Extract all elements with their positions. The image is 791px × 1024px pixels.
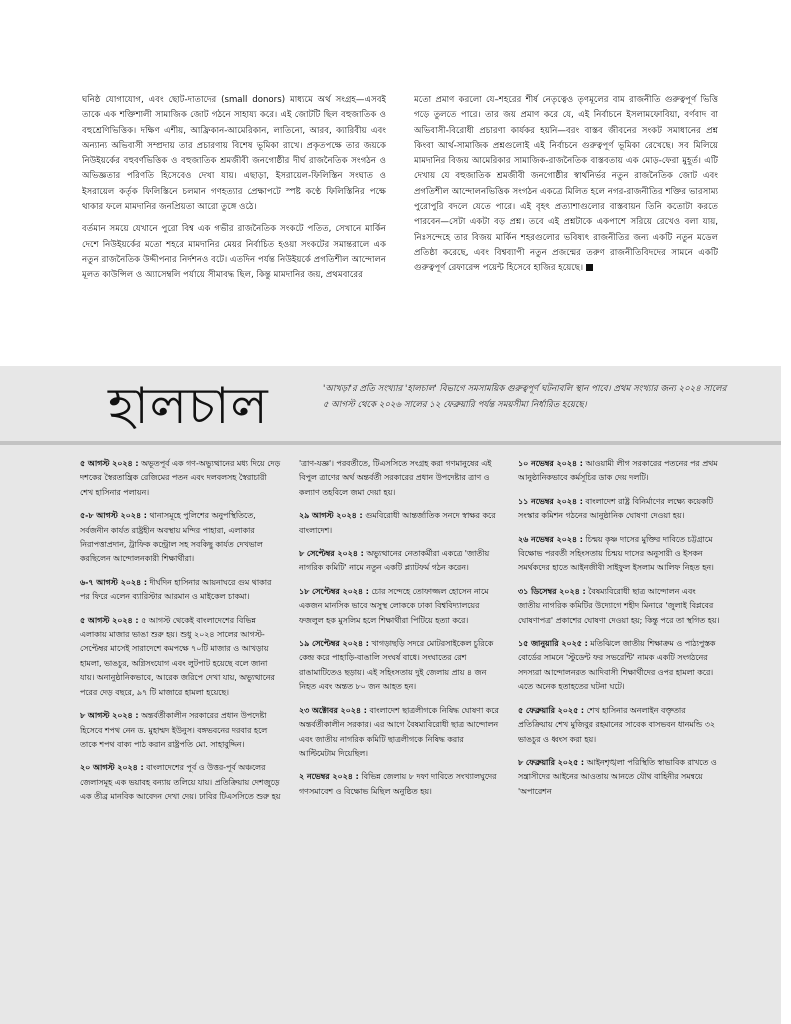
event-entry xyxy=(299,547,501,576)
event-entry xyxy=(518,533,720,576)
event-date: ৫ আগস্ট ২০২৪ : xyxy=(80,615,139,625)
event-date: ৩১ ডিসেম্বর ২০২৪ : xyxy=(518,586,586,596)
event-date: ৮ সেপ্টেম্বর ২০২৪ : xyxy=(299,549,364,559)
event-entry xyxy=(518,457,720,486)
halchal-section xyxy=(0,366,781,1024)
event-entry xyxy=(299,637,501,695)
event-date: ১০ নভেম্বর ২০২৪ : xyxy=(518,459,583,468)
event-text: চিন্ময় কৃষ্ণ দাসের মুক্তির দাবিতে চট্টগ্রামে বিক্ষোভ পরবর্তী সহিংসতায় চিন্ময় দাসের অনুসারী ও ইসকন সমর্থকদের হাতে আইনজীবী সাইফুল ইসলাম আলিফ নিহত হন। xyxy=(518,534,714,573)
article-column-right xyxy=(414,93,718,355)
event-text: বৈষম্যবিরোধী ছাত্র আন্দোলন এবং জাতীয় নাগরিক কমিটির উদ্যোগে শহীদ মিনারে 'জুলাই বিপ্লবের ঘোষণাপত্র' প্রকাশের ঘোষণা দেওয়া হয়; কিন্তু পরে তা স্থগিত হয়। xyxy=(518,586,720,625)
event-text: গুমবিরোধী আন্তর্জাতিক সনদে স্বাক্ষর করে বাংলাদেশ। xyxy=(299,511,496,535)
event-date: ৮ আগস্ট ২০২৪ : xyxy=(80,711,139,721)
event-text: থানাসমূহে পুলিশের অনুপস্থিতিতে, সর্বজনীন কার্যত রাষ্ট্রহীন অবস্থায় মন্দির পাহারা, এলাকার নিরাপত্তাপ্রদান, ট্রাফিক কন্ট্রোল সহ সবকিছু কার্যত দেখভাল করছিলেন আন্দোলনকারী শিক্ষার্থীরা। xyxy=(80,511,263,564)
event-date: ২৩ অক্টোবর ২০২৪ : xyxy=(299,705,367,715)
event-entry xyxy=(299,770,501,799)
article-paragraph-final xyxy=(414,93,718,277)
events-column-1 xyxy=(80,457,282,1017)
event-date: ১৯ সেপ্টেম্বর ২০২৪ : xyxy=(299,639,369,649)
article-column-left xyxy=(82,93,386,355)
event-entry xyxy=(518,585,720,628)
event-entry xyxy=(518,637,720,695)
event-date: ১৫ জানুয়ারি ২০২৫ : xyxy=(518,639,588,649)
event-entry xyxy=(518,495,720,524)
event-entry xyxy=(299,585,501,628)
event-text: আইনশৃঙ্খলা পরিস্থিতি স্বাভাবিক রাখতে ও সন্ত্রাসীদের আইনের আওতায় আনতে যৌথ বাহিনীর সমন্বয়ে 'অপারেশন xyxy=(518,757,717,796)
event-date: ৫ ফেব্রুয়ারি ২০২৫ : xyxy=(518,705,585,715)
event-date: ৫ আগস্ট ২০২৪ : xyxy=(80,459,139,468)
event-text: অন্তর্বর্তীকালীন সরকারের প্রধান উপদেষ্টা হিসেবে শপথ নেন ড. মুহাম্মদ ইউনুস। বঙ্গভবনের দরবার হলে তাকে শপথ বাক্য পাঠ করান রাষ্ট্রপতি মো. সাহাবুদ্দিন। xyxy=(80,711,268,749)
event-entry xyxy=(80,509,282,567)
event-text: অভূতপূর্ব এক গণ-অভ্যুত্থানের মধ্য দিয়ে দেড় দশকের স্বৈরতান্ত্রিক রেজিমের পতন এবং দলবলসহ স্বৈরাচারী শেখ হাসিনার পলায়ন। xyxy=(80,459,281,497)
event-text: ৫ আগস্ট থেকেই বাংলাদেশের বিভিন্ন এলাকায় মাজার ভাঙা শুরু হয়। শুধু ২০২৪ সালের আগস্ট-সেপ্টেম্বর মাসেই সারাদেশে কমপক্ষে ৭০টি মাজার ও আখড়ায় হামলা, ভাঙচুর, অগ্নিসংযোগ এবং লুটপাট হয়েছে বলে জানা যায়। অনানুষ্ঠানিকভাবে, আরেক জরিপে দেখা যায়, অভ্যুত্থানের পরের দেড় বছরে, ৯৭ টি মাজারে হামলা হয়েছে। xyxy=(80,615,275,697)
event-date: ২৯ আগস্ট ২০২৪ : xyxy=(299,511,363,521)
events-column-2 xyxy=(299,457,501,1017)
event-entry xyxy=(80,761,282,804)
event-date: ২৬ নভেম্বর ২০২৪ : xyxy=(518,534,583,544)
article-continuation xyxy=(82,93,718,355)
event-date: ২ নভেম্বর ২০২৪ : xyxy=(299,772,359,782)
event-date: ১৮ সেপ্টেম্বর ২০২৪ : xyxy=(299,586,369,596)
event-text: বাংলাদেশ ছাত্রলীগকে নিষিদ্ধ ঘোষণা করে অন্তর্বর্তীকালীন সরকার। এর আগে বৈষম্যবিরোধী ছাত্র আন্দোলন এবং জাতীয় নাগরিক কমিটি ছাত্রলীগকে নিষিদ্ধ করার আল্টিমেটাম দিয়েছিল। xyxy=(299,705,499,758)
article-paragraph: বর্তমান সময়ে যেখানে পুরো বিশ্ব এক গভীর রাজনৈতিক সংকটে পতিত, সেখানে মার্কিন দেশে নিউইয়র্কের মতো শহরে মামদানির মেয়র নির্বাচিত হওয়া সংকটের সমান্তরালে এক নতুন রাজনৈতিক উদ্দীপনার নির্দশনও বটে। এতদিন পর্যন্ত নিউইয়র্কে প্রগতিশীল আন্দোলন মূলত কাউন্সিল ও অ্যাসেম্বলি পর্যায়ে সীমাবদ্ধ ছিল, কিন্তু মামদানির জয়, প্রথমবারের xyxy=(82,224,386,281)
event-entry xyxy=(299,704,501,762)
event-text: খাগড়াছড়ি সদরে মোটরসাইকেল চুরিকে কেন্দ্র করে পাহাড়ি-বাঙালি সংঘর্ষ বাধে। সংঘাতের রেশ রাঙামাটিতেও ছড়ায়। এই সহিংসতায় দুই জেলায় প্রায় ৪ জন নিহত এবং অন্তত ৮০ জন আহত হন। xyxy=(299,639,494,692)
event-entry xyxy=(299,509,501,538)
event-entry xyxy=(518,704,720,747)
event-date: ৮ ফেব্রুয়ারি ২০২৫ : xyxy=(518,757,585,767)
section-intro: 'আখড়া'র প্রতি সংখ্যার 'হালচাল' বিভাগে সমসাময়িক গুরুত্বপূর্ণ ঘটনাবলি স্থান পাবে। প্রথম সংখ্যার জন্য ২০২৪ সালের ৫ আগস্ট থেকে ২০২৬ সালের ১২ ফেব্রুয়ারি পর্যন্ত সময়সীমা নির্ধারিত হয়েছে। xyxy=(323,384,727,410)
event-text: বাংলাদেশের পূর্ব ও উত্তর-পূর্ব অঞ্চলের জেলাসমূহ এক ভয়াবহ বন্যায় তলিয়ে যায়। প্রতিক্রিয়ায় দেশজুড়ে এক তীব্র মানবিক আবেদন দেখা দেয়। ঢাবির টিএসসিতে শুরু হয় xyxy=(80,763,281,802)
article-paragraph: ঘনিষ্ঠ যোগাযোগ, এবং ছোট-দাতাদের (small donors) মাধ্যমে অর্থ সংগ্রহ—এসবই তাকে এক শক্তিশালী সামাজিক জোট গঠনে সাহায্য করে। এই জোটটি ছিল বহুজাতিক ও বহুশ্রেণিভিত্তিক। দক্ষিণ এশীয়, আফ্রিকান-আমেরিকান, লাতিনো, আরব, ক্যারিবীয় এবং অন্যান্য অভিবাসী সম্প্রদায় তার প্রচারণায় বিশেষ ভূমিকা রাখে। প্রকৃতপক্ষে তার জয়কে নিউইয়র্কের বহুবর্ণভিত্তিক ও বহুজাতিক শ্রমজীবী জনগোষ্ঠীর দীর্ঘ রাজনৈতিক সংগঠন ও অভিজ্ঞতার পরিণতি হিসেবেও দেখা যায়। এছাড়া, ইসরায়েল-ফিলিস্তিন সংঘাত ও ইসরায়েল কর্তৃক ফিলিস্তিনে চলমান গণহত্যার প্রেক্ষাপটে স্পষ্ট কণ্ঠে ফিলিস্তিনির পক্ষে থাকার ফলে মামদানির জনপ্রিয়তা আরো তুঙ্গে ওঠে। xyxy=(82,95,386,213)
event-text: অভ্যুত্থানের নেতাকর্মীরা একত্রে 'জাতীয় নাগরিক কমিটি' নামে নতুন একটি প্ল্যাটফর্ম গঠন করেন। xyxy=(299,549,490,573)
event-text: চোর সন্দেহে তোফাজ্জল হোসেন নামে একজন মানসিক ভাবে অসুস্থ লোককে ঢাকা বিশ্ববিদ্যালয়ের ফজলুল হক মুসলিম হলে শিক্ষার্থীরা পিটিয়ে হত্যা করে। xyxy=(299,586,489,625)
section-title: হালচাল xyxy=(108,377,269,435)
event-entry xyxy=(80,614,282,700)
events-column-3 xyxy=(518,457,720,1017)
event-entry xyxy=(299,457,501,500)
event-text: বিভিন্ন জেলায় ৮ দফা দাবিতে সংখ্যালঘুদের গণসমাবেশ ও বিক্ষোভ মিছিল অনুষ্ঠিত হয়। xyxy=(299,772,497,796)
event-entry xyxy=(80,576,282,605)
event-text: বাংলাদেশ রাষ্ট্র বিনির্মাণের লক্ষ্যে কয়েকটি সংস্কার কমিশন গঠনের আনুষ্ঠানিক ঘোষণা দেওয়া হয়। xyxy=(518,496,714,521)
event-text: দীর্ঘদিন হাসিনার আয়নাঘরে গুম থাকার পর ফিরে এলেন ব্যারিস্টার আরমান ও মাইকেল চাকমা। xyxy=(80,577,272,602)
event-date: ৬-৭ আগস্ট ২০২৪ : xyxy=(80,577,147,587)
event-date: ৫-৮ আগস্ট ২০২৪ : xyxy=(80,511,147,521)
event-entry xyxy=(80,709,282,752)
event-text: আওয়ামী লীগ সরকারের পতনের পর প্রথম আনুষ্ঠানিকভাবে কর্মসূচির ডাক দেয় দলটি। xyxy=(518,459,718,483)
event-date: ২০ আগস্ট ২০২৪ : xyxy=(80,763,144,773)
event-entry xyxy=(80,457,282,500)
article-paragraph: মতো প্রমাণ করলো যে–শহরের শীর্ষ নেতৃত্বেও তৃণমূলের বাম রাজনীতি গুরুত্বপূর্ণ ভিত্তি গড়ে তুলতে পারে। তার জয় প্রমাণ করে যে, এই নির্বাচনে ইসলামফোবিয়া, বর্ণবাদ বা অভিবাসী-বিরোধী প্রচারণা কার্যকর হয়নি—বরং বাস্তব জীবনের সংকট সমাধানের প্রশ্ন কিংবা আর্থ-সামাজিক প্রশ্নগুলোই এই নির্বাচনে গুরুত্বপূর্ণ ভূমিকা রেখেছে। সব মিলিয়ে মামদানির বিজয় আমেরিকার সামাজিক-রাজনৈতিক বাস্তবতায় এক মোড়-ফেরা মুহূর্ত। এটি দেখায় যে বহুজাতিক শ্রমজীবী জনগোষ্ঠীর স্বার্থনির্ভর নতুন রাজনৈতিক জোট এবং প্রগতিশীল আন্দোলনভিত্তিক সংগঠন একত্রে মিলিত হলে নগর-রাজনীতির শক্তির ভারসাম্য পুরোপুরি বদলে যেতে পারে। এই বৃহৎ প্রত্যাশাগুলোর বাস্তবায়ন তিনি কতোটা করতে পারবেন—সেটা একটা বড় প্রশ্ন। তবে এই প্রশ্নটাকে একপাশে সরিয়ে রেখেও বলা যায়, নিঃসন্দেহে তার বিজয় মার্কিন শহরগুলোর ভবিষ্যৎ রাজনীতির জন্য একটি নতুন মডেল প্রতিষ্ঠা করেছে, এবং বিশ্বব্যাপী নতুন প্রজন্মের তরুণ রাজনীতিবিদদের সামনে একটি গুরুত্বপূর্ণ রেফারেন্স পয়েন্ট হিসেবে হাজির হয়েছে। xyxy=(414,95,718,274)
section-divider xyxy=(0,441,781,445)
event-date: ১১ নভেম্বর ২০২৪ : xyxy=(518,496,583,506)
events-timeline xyxy=(80,457,720,1017)
event-text: মতিঝিলে জাতীয় শিক্ষাক্রম ও পাঠ্যপুস্তক বোর্ডের সামনে 'স্টুডেন্ট ফর সভরেন্টি' নামক একটি সংগঠনের সদস্যরা আন্দোলনরত আদিবাসী শিক্ষার্থীদের ওপর হামলা করে। এতে অনেক হতাহতের ঘটনা ঘটে। xyxy=(518,639,716,692)
event-entry xyxy=(518,756,720,799)
end-of-article-square-icon xyxy=(586,264,593,271)
event-text: শেখ হাসিনার অনলাইন বক্তৃতার প্রতিক্রিয়ায় শেখ মুজিবুর রহমানের সাবেক বাসভবন ধানমন্ডি ৩২ ভাঙচুর ও ধ্বংস করা হয়। xyxy=(518,705,715,744)
event-text: 'ত্রাণ-যজ্ঞ'। পরবর্তীতে, টিএসসিতে সংগ্রহ করা গণমানুষের এই বিপুল ত্রাণের অর্থ অন্তর্বর্তী সরকারের প্রধান উপদেষ্টার ত্রাণ ও কল্যাণ তহবিলে জমা দেয়া হয়। xyxy=(299,459,492,497)
